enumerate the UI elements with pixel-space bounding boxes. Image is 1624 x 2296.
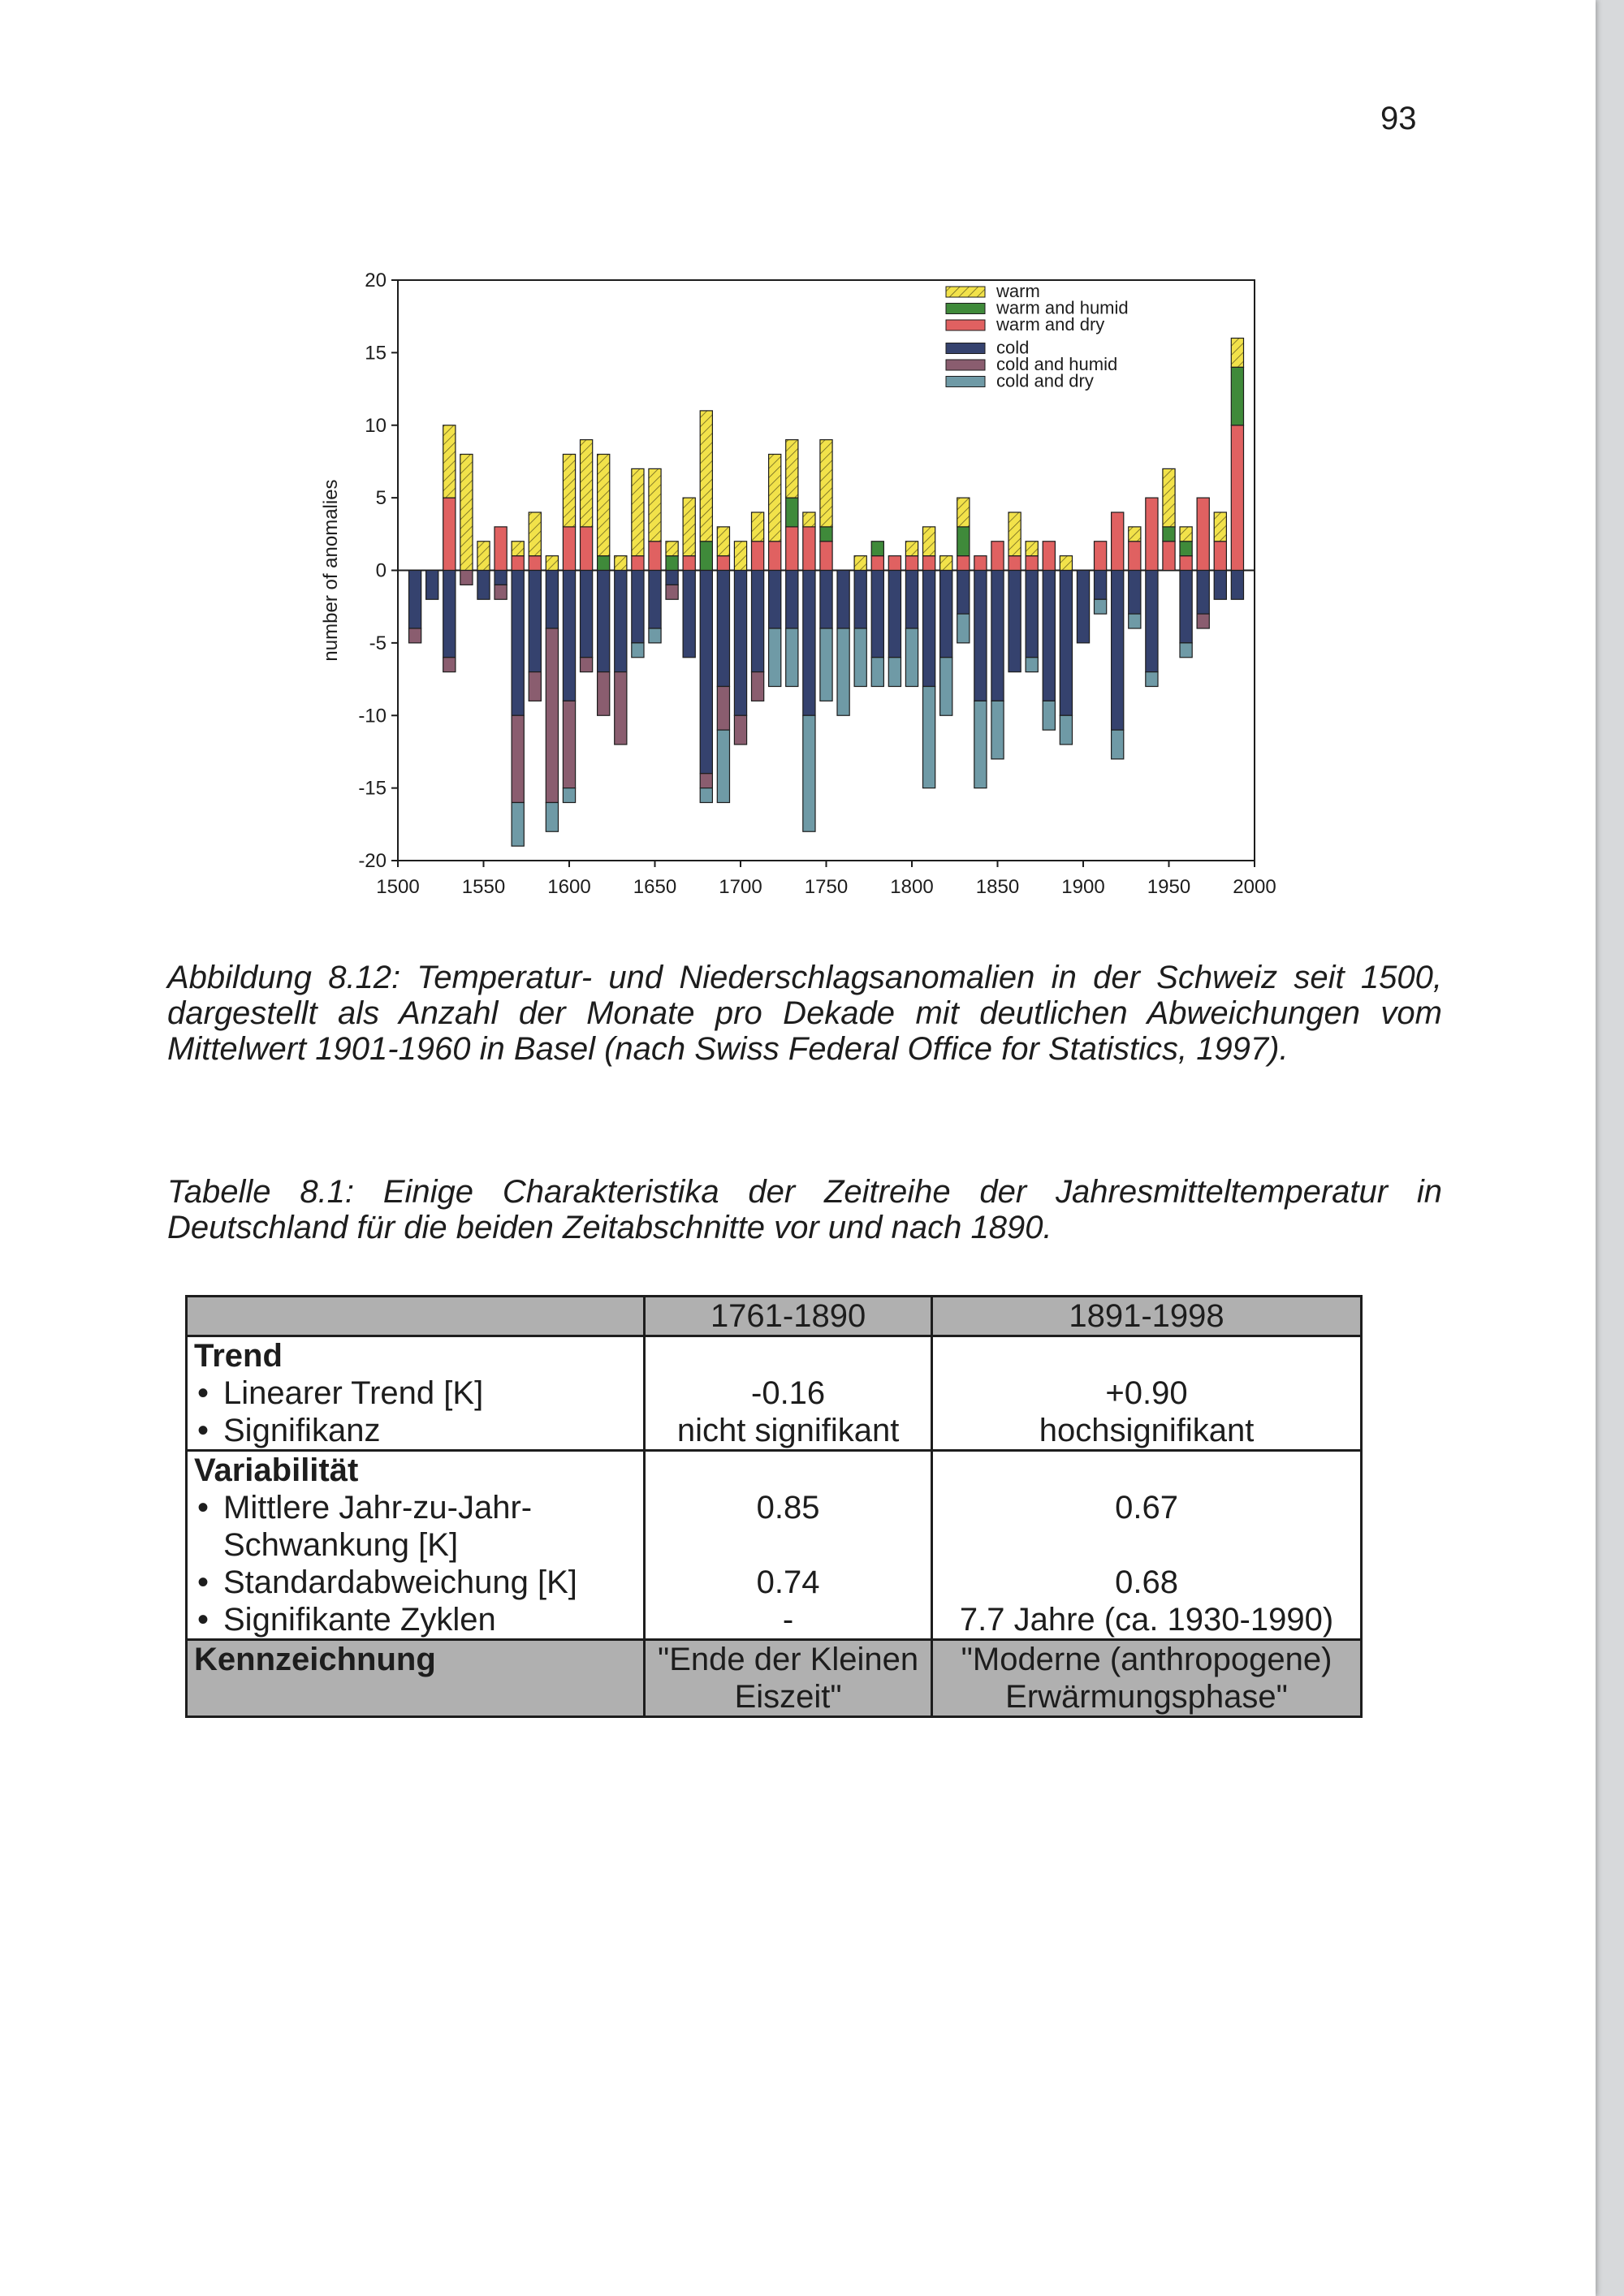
page-number: 93 xyxy=(1380,101,1417,136)
bar-cold xyxy=(649,571,661,629)
y-tick-label: -5 xyxy=(369,632,387,654)
bar-cold-dry xyxy=(854,628,866,687)
bar-warm-humid xyxy=(700,542,712,571)
table-cell-value: -0.16 xyxy=(751,1375,826,1411)
bar-warm-dry xyxy=(871,556,883,571)
bar-cold-dry xyxy=(991,701,1004,759)
legend-label-warm-dry: warm and dry xyxy=(996,314,1105,334)
bar-cold xyxy=(1060,571,1072,716)
table-row-variability xyxy=(187,1451,1362,1640)
bar-cold xyxy=(477,571,490,600)
x-tick-label: 1750 xyxy=(804,876,849,898)
table-cell-value: +0.90 xyxy=(1105,1375,1188,1411)
bar-warm xyxy=(940,556,952,571)
legend-swatch-warm-humid xyxy=(946,304,985,314)
bar-cold xyxy=(923,571,935,687)
legend-swatch-cold-dry xyxy=(946,377,985,387)
bar-warm xyxy=(460,455,473,571)
bar-cold-dry xyxy=(563,788,575,803)
trend-period-1-cell xyxy=(645,1336,932,1451)
bar-cold xyxy=(871,571,883,658)
bar-warm-dry xyxy=(581,527,593,571)
table-cell-value: hochsignifikant xyxy=(1039,1413,1255,1448)
bar-cold-humid xyxy=(666,585,678,599)
bar-cold-dry xyxy=(940,658,952,716)
bar-warm xyxy=(923,527,935,556)
bar-warm xyxy=(443,425,456,498)
bar-cold xyxy=(1146,571,1158,672)
bar-warm-dry xyxy=(1043,542,1055,571)
table-cell-value: 0.67 xyxy=(1115,1490,1178,1526)
bar-warm-dry xyxy=(1214,542,1226,571)
table-row-trend xyxy=(187,1336,1362,1451)
bar-warm xyxy=(1026,542,1038,556)
bar-warm-dry xyxy=(1231,425,1243,571)
bar-cold-humid xyxy=(598,672,610,716)
y-tick-label: -20 xyxy=(358,850,387,872)
characteristics-table xyxy=(185,1295,1363,1718)
bar-warm xyxy=(1231,339,1243,368)
bar-warm-dry xyxy=(649,542,661,571)
bar-warm-dry xyxy=(443,498,456,570)
x-tick-label: 1650 xyxy=(633,876,677,898)
bar-cold-humid xyxy=(443,658,456,672)
bar-cold xyxy=(803,571,815,716)
x-tick-label: 1850 xyxy=(975,876,1020,898)
table-cell-value: 7.7 Jahre (ca. 1930-1990) xyxy=(959,1602,1334,1638)
bar-warm xyxy=(477,542,490,571)
bar-warm-humid xyxy=(786,498,798,527)
variability-item: • Standardabweichung [K] xyxy=(194,1564,637,1601)
bar-warm-humid xyxy=(820,527,832,542)
bar-cold xyxy=(700,571,712,774)
bar-cold-dry xyxy=(632,643,644,658)
table-cell-value: 0.74 xyxy=(756,1564,820,1600)
bar-cold xyxy=(1197,571,1209,615)
table-cell-value: 0.68 xyxy=(1115,1564,1178,1600)
bar-warm xyxy=(820,440,832,527)
bar-cold xyxy=(854,571,866,629)
bar-warm-humid xyxy=(598,556,610,571)
table-row-kennzeichnung xyxy=(187,1640,1362,1717)
bar-warm xyxy=(632,468,644,555)
bar-cold xyxy=(683,571,695,658)
x-tick-label: 1800 xyxy=(890,876,934,898)
bar-cold xyxy=(495,571,507,585)
bar-warm xyxy=(529,512,541,556)
trend-group-title: Trend xyxy=(194,1338,283,1374)
y-tick-label: -15 xyxy=(358,777,387,800)
bar-cold xyxy=(1043,571,1055,701)
bar-cold xyxy=(546,571,558,629)
bar-cold xyxy=(529,571,541,672)
bar-cold-humid xyxy=(529,672,541,701)
trend-label-cell xyxy=(187,1336,645,1451)
bar-cold-dry xyxy=(1026,658,1038,672)
bar-warm xyxy=(1163,468,1175,527)
legend-label-cold: cold xyxy=(996,337,1030,358)
bar-cold xyxy=(786,571,798,629)
bar-cold-dry xyxy=(700,788,712,803)
bar-cold xyxy=(1180,571,1192,643)
bar-warm-dry xyxy=(1180,556,1192,571)
variability-label-cell xyxy=(187,1451,645,1640)
bar-cold-humid xyxy=(734,715,746,744)
bar-warm-dry xyxy=(991,542,1004,571)
bar-warm-dry xyxy=(752,542,764,571)
bar-cold xyxy=(837,571,849,629)
bar-cold xyxy=(888,571,901,658)
bar-warm-humid xyxy=(666,556,678,571)
bar-cold-dry xyxy=(1112,730,1124,759)
bar-warm-dry xyxy=(717,556,729,571)
bar-cold xyxy=(581,571,593,658)
bar-cold-dry xyxy=(546,803,558,832)
bar-warm-dry xyxy=(1095,542,1107,571)
legend-label-warm: warm xyxy=(996,281,1040,301)
bar-cold-humid xyxy=(615,672,627,744)
bar-cold xyxy=(598,571,610,672)
bar-cold-dry xyxy=(512,803,524,847)
bar-warm-dry xyxy=(974,556,987,571)
bar-cold-dry xyxy=(717,730,729,802)
bar-cold-dry xyxy=(923,687,935,788)
anomaly-bar-chart xyxy=(321,264,1328,913)
y-tick-label: -10 xyxy=(358,705,387,727)
y-tick-label: 20 xyxy=(365,270,387,291)
bar-warm-dry xyxy=(1163,542,1175,571)
x-tick-label: 1600 xyxy=(547,876,591,898)
bar-cold-humid xyxy=(546,628,558,803)
bar-cold-dry xyxy=(1180,643,1192,658)
bar-warm xyxy=(598,455,610,556)
bar-cold-dry xyxy=(1129,614,1141,628)
bar-cold-dry xyxy=(786,628,798,687)
bar-warm-dry xyxy=(632,556,644,571)
bar-cold-humid xyxy=(581,658,593,672)
bar-warm xyxy=(786,440,798,498)
bar-warm xyxy=(803,512,815,527)
kennzeichnung-period-2: "Moderne (anthropogene) Erwärmungsphase" xyxy=(932,1640,1362,1717)
bar-warm-dry xyxy=(786,527,798,571)
bar-cold-humid xyxy=(1197,614,1209,628)
bar-warm xyxy=(905,542,918,556)
bar-warm-dry xyxy=(1112,512,1124,571)
trend-period-2-cell xyxy=(932,1336,1362,1451)
bar-cold-dry xyxy=(803,715,815,831)
bar-warm xyxy=(683,498,695,556)
bar-cold-humid xyxy=(752,672,764,701)
table-cell-value: 0.85 xyxy=(756,1490,820,1526)
kennzeichnung-label: Kennzeichnung xyxy=(187,1640,645,1717)
bar-cold-dry xyxy=(1043,701,1055,730)
bar-cold-dry xyxy=(1095,599,1107,614)
bar-cold xyxy=(1231,571,1243,600)
bar-warm xyxy=(700,411,712,542)
bar-cold-dry xyxy=(1060,715,1072,744)
bar-cold xyxy=(1214,571,1226,600)
bar-cold-humid xyxy=(460,571,473,585)
bar-cold-dry xyxy=(820,628,832,701)
figure-caption: Abbildung 8.12: Temperatur- und Niederschlagsanomalien in der Schweiz seit 1500, dargestellt als Anzahl der Monate pro Dekade mit deutlichen Abweichungen vom Mittelwert 1901-1960 in Basel (nach Swiss Federal Office for Statistics, 1997). xyxy=(167,960,1442,1067)
y-tick-label: 0 xyxy=(375,559,387,582)
bar-cold xyxy=(940,571,952,658)
bar-cold xyxy=(512,571,524,716)
legend-swatch-cold-humid xyxy=(946,360,985,370)
bar-cold xyxy=(991,571,1004,701)
bar-cold-dry xyxy=(974,701,987,788)
bar-cold xyxy=(409,571,421,629)
bar-cold-dry xyxy=(871,658,883,687)
bar-cold xyxy=(752,571,764,672)
bar-warm-humid xyxy=(957,527,970,556)
x-tick-label: 1900 xyxy=(1061,876,1105,898)
legend-label-cold-dry: cold and dry xyxy=(996,370,1094,391)
bar-cold-dry xyxy=(837,628,849,715)
bar-cold xyxy=(957,571,970,615)
kennzeichnung-period-1: "Ende der Kleinen Eiszeit" xyxy=(645,1640,932,1717)
bar-warm xyxy=(615,556,627,571)
legend-label-warm-humid: warm and humid xyxy=(996,297,1129,318)
bar-cold-dry xyxy=(1146,672,1158,687)
bar-cold xyxy=(1112,571,1124,731)
bar-warm-dry xyxy=(1009,556,1021,571)
variability-period-2-cell xyxy=(932,1451,1362,1640)
bar-cold-dry xyxy=(905,628,918,687)
bar-warm xyxy=(769,455,781,542)
bar-warm-dry xyxy=(563,527,575,571)
bar-warm-dry xyxy=(803,527,815,571)
x-tick-label: 1950 xyxy=(1147,876,1191,898)
x-tick-label: 1500 xyxy=(376,876,420,898)
bar-cold xyxy=(443,571,456,658)
bar-warm-dry xyxy=(1197,498,1209,570)
y-tick-label: 10 xyxy=(365,414,387,437)
bar-cold xyxy=(905,571,918,629)
bar-warm xyxy=(581,440,593,527)
legend-swatch-warm xyxy=(946,287,985,297)
bar-warm xyxy=(854,556,866,571)
bar-cold-humid xyxy=(700,774,712,788)
bar-cold-humid xyxy=(717,687,729,731)
bar-warm-humid xyxy=(871,542,883,556)
bar-cold xyxy=(615,571,627,672)
bar-cold xyxy=(820,571,832,629)
trend-item: • Linearer Trend [K] xyxy=(194,1375,637,1412)
bar-cold xyxy=(769,571,781,629)
bar-cold-humid xyxy=(495,585,507,599)
bar-warm xyxy=(752,512,764,542)
bar-warm-dry xyxy=(888,556,901,571)
bar-warm xyxy=(649,468,661,541)
bar-cold xyxy=(1077,571,1089,643)
bar-warm-humid xyxy=(1163,527,1175,542)
bar-cold-humid xyxy=(409,628,421,643)
y-axis-label: number of anomalies xyxy=(320,479,342,662)
bar-warm xyxy=(512,542,524,556)
variability-group-title: Variabilität xyxy=(194,1452,359,1488)
bar-warm-humid xyxy=(1180,542,1192,556)
x-tick-label: 1550 xyxy=(461,876,506,898)
bar-warm xyxy=(666,542,678,556)
bar-warm-dry xyxy=(905,556,918,571)
bar-cold xyxy=(974,571,987,701)
bar-warm-dry xyxy=(957,556,970,571)
bar-warm xyxy=(957,498,970,527)
bar-warm xyxy=(1060,556,1072,571)
bar-cold xyxy=(1009,571,1021,672)
bar-warm xyxy=(717,527,729,556)
bar-cold-humid xyxy=(563,701,575,788)
variability-period-1-cell xyxy=(645,1451,932,1640)
bar-warm-dry xyxy=(1026,556,1038,571)
bar-warm xyxy=(546,556,558,571)
bar-cold-dry xyxy=(957,614,970,643)
y-tick-label: 5 xyxy=(375,487,387,510)
table-header-row xyxy=(187,1297,1362,1336)
table-cell-value: - xyxy=(782,1602,794,1638)
bar-cold xyxy=(426,571,438,600)
bar-warm xyxy=(1214,512,1226,542)
bar-warm-dry xyxy=(529,556,541,571)
bar-cold-humid xyxy=(512,715,524,802)
table-cell-value: nicht signifikant xyxy=(676,1413,900,1448)
bar-warm-dry xyxy=(820,542,832,571)
bar-warm-dry xyxy=(769,542,781,571)
bar-warm-dry xyxy=(683,556,695,571)
legend-label-cold-humid: cold and humid xyxy=(996,354,1118,374)
bar-cold xyxy=(666,571,678,585)
bar-cold xyxy=(734,571,746,716)
bar-cold xyxy=(632,571,644,643)
table-header-period-1: 1761-1890 xyxy=(645,1297,932,1336)
y-tick-label: 15 xyxy=(365,342,387,365)
bar-cold-dry xyxy=(769,628,781,687)
x-tick-label: 1700 xyxy=(719,876,762,898)
bar-warm-dry xyxy=(512,556,524,571)
bar-cold-dry xyxy=(649,628,661,643)
legend-swatch-cold xyxy=(946,343,985,354)
bar-warm xyxy=(1129,527,1141,542)
bar-warm xyxy=(563,455,575,527)
bar-cold xyxy=(1026,571,1038,658)
bar-warm-dry xyxy=(495,527,507,571)
variability-item: • Signifikante Zyklen xyxy=(194,1601,637,1638)
bar-cold-dry xyxy=(888,658,901,687)
table-header-blank xyxy=(187,1297,645,1336)
bar-warm xyxy=(734,542,746,571)
bar-cold xyxy=(563,571,575,701)
legend-swatch-warm-dry xyxy=(946,320,985,330)
trend-item: • Signifikanz xyxy=(194,1412,637,1449)
x-tick-label: 2000 xyxy=(1233,876,1276,898)
bar-cold xyxy=(717,571,729,687)
bar-warm-humid xyxy=(1231,367,1243,425)
table-caption: Tabelle 8.1: Einige Charakteristika der Zeitreihe der Jahresmitteltemperatur in Deutschland für die beiden Zeitabschnitte vor und nach 1890. xyxy=(167,1174,1442,1245)
bar-warm-dry xyxy=(1129,542,1141,571)
table-header-period-2: 1891-1998 xyxy=(932,1297,1362,1336)
bar-cold xyxy=(1129,571,1141,615)
bar-warm-dry xyxy=(923,556,935,571)
bar-warm xyxy=(1009,512,1021,556)
variability-item: • Mittlere Jahr-zu-Jahr-Schwankung [K] xyxy=(194,1489,637,1564)
bar-warm xyxy=(1180,527,1192,542)
bar-warm-dry xyxy=(1146,498,1158,570)
bar-cold xyxy=(1095,571,1107,600)
